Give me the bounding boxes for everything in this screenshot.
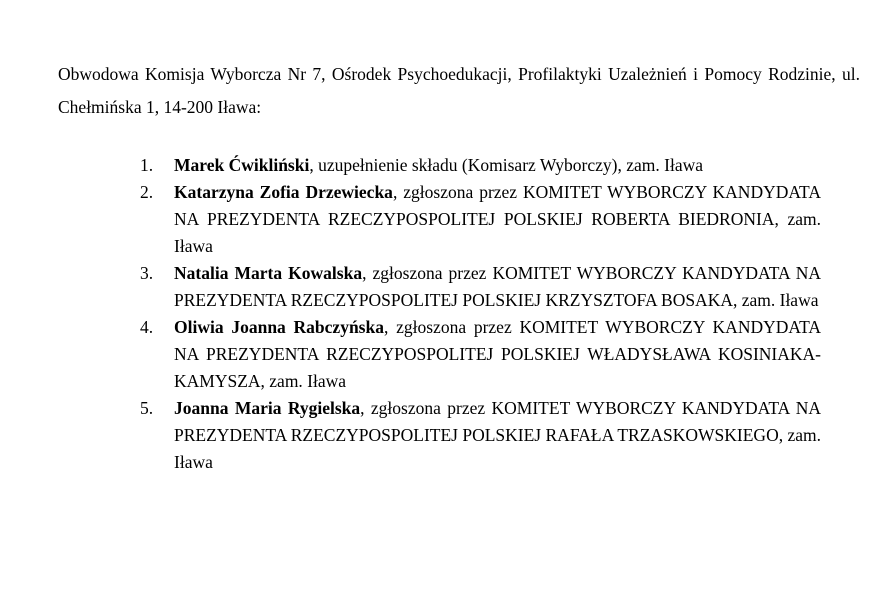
member-details: , uzupełnienie składu (Komisarz Wyborczy), zam. Iława — [309, 155, 704, 175]
item-body — [174, 314, 821, 395]
item-body — [174, 395, 821, 476]
member-details: , zgłoszona przez KOMITET WYBORCZY KANDYDATA NA PREZYDENTA RZECZYPOSPOLITEJ POLSKIEJ WŁADYSŁAWA KOSINIAKA-KAMYSZA, zam. Iława — [174, 317, 821, 391]
member-list — [130, 152, 821, 476]
member-name: Joanna Maria Rygielska — [174, 398, 361, 418]
item-body — [174, 179, 821, 260]
member-name: Katarzyna Zofia Drzewiecka — [174, 182, 393, 202]
member-details: , zgłoszona przez KOMITET WYBORCZY KANDYDATA NA PREZYDENTA RZECZYPOSPOLITEJ POLSKIEJ ROBERTA BIEDRONIA, zam. Iława — [174, 182, 821, 256]
item-number: 2. — [140, 182, 154, 202]
list-item — [130, 179, 821, 260]
member-name: Oliwia Joanna Rabczyńska — [174, 317, 384, 337]
member-details: , zgłoszona przez KOMITET WYBORCZY KANDYDATA NA PREZYDENTA RZECZYPOSPOLITEJ POLSKIEJ RAFAŁA TRZASKOWSKIEGO, zam. Iława — [174, 398, 821, 472]
list-item — [130, 260, 821, 314]
item-body — [174, 260, 821, 314]
item-number: 4. — [140, 317, 154, 337]
list-item — [130, 395, 821, 476]
member-details: , zgłoszona przez KOMITET WYBORCZY KANDYDATA NA PREZYDENTA RZECZYPOSPOLITEJ POLSKIEJ KRZYSZTOFA BOSAKA, zam. Iława — [174, 263, 821, 310]
list-item — [130, 314, 821, 395]
item-number: 1. — [140, 155, 154, 175]
member-name: Natalia Marta Kowalska — [174, 263, 363, 283]
list-item — [130, 152, 821, 179]
member-name: Marek Ćwikliński — [174, 155, 310, 175]
item-body — [174, 152, 821, 179]
commission-heading: Obwodowa Komisja Wyborcza Nr 7, Ośrodek Psychoedukacji, Profilaktyki Uzależnień i Pomocy Rodzinie, ul. Chełmińska 1, 14-200 Iława: — [58, 64, 860, 117]
item-number: 5. — [140, 398, 154, 418]
item-number: 3. — [140, 263, 154, 283]
